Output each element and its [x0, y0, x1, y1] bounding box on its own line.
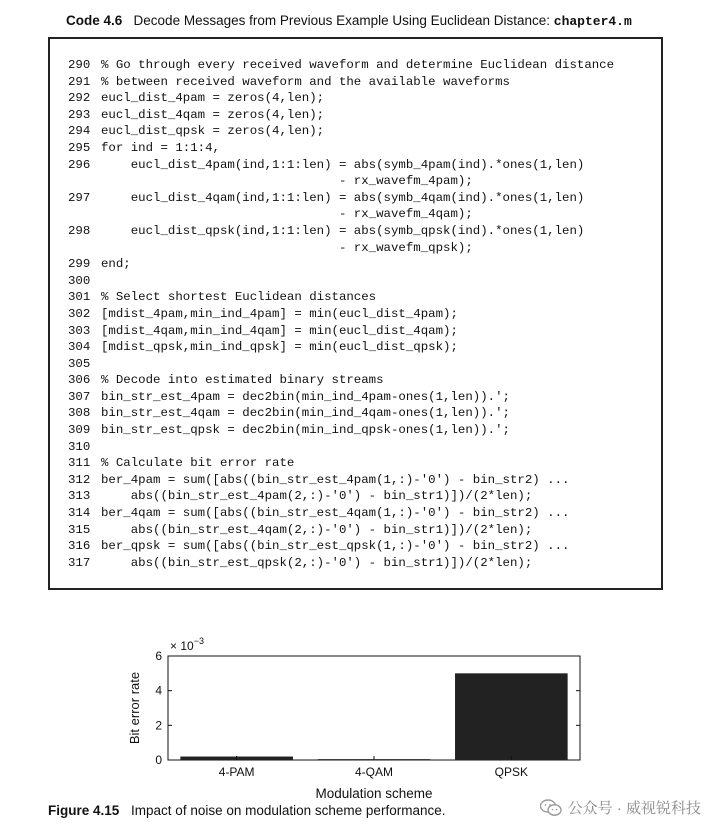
line-number: 302 [68, 306, 91, 321]
line-code: ber_qpsk = sum([abs((bin_str_est_qpsk(1,:)-'0') - bin_str2) ... [101, 539, 570, 554]
line-code: end; [101, 257, 131, 272]
line-number: 303 [68, 323, 91, 338]
line-code: ber_4qam = sum([abs((bin_str_est_4qam(1,:)-'0') - bin_str2) ... [101, 506, 570, 521]
y-tick-label: 4 [155, 683, 162, 698]
code-line [68, 190, 614, 207]
x-tick-label: 4-QAM [354, 765, 394, 779]
code-line [68, 223, 614, 240]
code-line [68, 240, 614, 257]
line-number: 291 [68, 74, 91, 89]
line-number: 299 [68, 257, 91, 272]
code-line [68, 455, 614, 472]
line-code: eucl_dist_4qam = zeros(4,len); [101, 107, 325, 122]
code-line [68, 289, 614, 306]
line-number: 306 [68, 373, 91, 388]
line-code: bin_str_est_4qam = dec2bin(min_ind_4qam-ones(1,len)).'; [101, 406, 510, 421]
code-label: Code 4.6 [66, 13, 123, 28]
line-number: 307 [68, 389, 91, 404]
code-line [68, 356, 614, 373]
line-number: 298 [68, 223, 91, 238]
wechat-icon [540, 799, 562, 817]
code-line [68, 538, 614, 555]
line-code: % Calculate bit error rate [101, 456, 295, 471]
x-tick-label: 4-PAM [218, 765, 255, 779]
y-tick-label: 6 [155, 649, 162, 663]
bar [455, 673, 568, 760]
line-number: 316 [68, 539, 91, 554]
watermark [540, 797, 701, 818]
y-tick-label: 2 [155, 718, 162, 733]
line-number: 292 [68, 91, 91, 106]
code-line [68, 389, 614, 406]
line-code: ber_4pam = sum([abs((bin_str_est_4pam(1,:)-'0') - bin_str2) ... [101, 472, 570, 487]
code-line [68, 372, 614, 389]
code-line [68, 488, 614, 505]
line-number: 315 [68, 522, 91, 537]
code-line [68, 123, 614, 140]
line-code: bin_str_est_4pam = dec2bin(min_ind_4pam-ones(1,len)).'; [101, 389, 510, 404]
line-code: % Decode into estimated binary streams [101, 373, 384, 388]
line-number: 311 [68, 456, 91, 471]
line-code: [mdist_4qam,min_ind_4qam] = min(eucl_dist_4qam); [101, 323, 458, 338]
y-axis-label: Bit error rate [127, 671, 142, 745]
figure-label: Figure 4.15 [48, 803, 120, 818]
line-code: [mdist_qpsk,min_ind_qpsk] = min(eucl_dist_qpsk); [101, 340, 458, 355]
code-line [68, 90, 614, 107]
line-number: 295 [68, 140, 91, 155]
code-line [68, 306, 614, 323]
code-line [68, 206, 614, 223]
code-line [68, 107, 614, 124]
code-filename: chapter4.m [553, 14, 632, 29]
line-code: abs((bin_str_est_qpsk(2,:)-'0') - bin_str1)])/(2*len); [101, 555, 533, 570]
line-number: 300 [68, 273, 91, 288]
x-axis-label: Modulation scheme [315, 786, 433, 801]
figure-caption-text: Impact of noise on modulation scheme performance. [131, 803, 446, 818]
line-number: 296 [68, 157, 91, 172]
line-code: abs((bin_str_est_4qam(2,:)-'0') - bin_str1)])/(2*len); [101, 522, 533, 537]
code-line [68, 173, 614, 190]
code-line [68, 140, 614, 157]
code-line [68, 555, 614, 572]
watermark-text: 公众号 · 威视锐科技 [567, 800, 701, 817]
code-line [68, 74, 614, 91]
line-number: 309 [68, 423, 91, 438]
code-line [68, 323, 614, 340]
code-lines [68, 57, 614, 571]
y-tick-label: 0 [155, 753, 162, 767]
line-code: eucl_dist_4qam(ind,1:1:len) = abs(symb_4qam(ind).*ones(1,len) [101, 190, 585, 205]
code-line [68, 505, 614, 522]
code-line [68, 57, 614, 74]
code-line [68, 157, 614, 174]
line-code: for ind = 1:1:4, [101, 140, 220, 155]
line-number: 305 [68, 356, 91, 371]
code-line [68, 256, 614, 273]
line-code: [mdist_4pam,min_ind_4pam] = min(eucl_dist_4pam); [101, 306, 458, 321]
figure-caption [48, 803, 445, 818]
code-line [68, 273, 614, 290]
line-number: 301 [68, 290, 91, 305]
multiplier-base: × 10 [170, 639, 194, 653]
line-number: 304 [68, 340, 91, 355]
line-number: 293 [68, 107, 91, 122]
code-line [68, 422, 614, 439]
line-number: 312 [68, 472, 91, 487]
line-code: eucl_dist_qpsk(ind,1:1:len) = abs(symb_qpsk(ind).*ones(1,len) [101, 223, 585, 238]
x-tick-label: QPSK [494, 765, 529, 779]
code-line [68, 439, 614, 456]
line-code: bin_str_est_qpsk = dec2bin(min_ind_qpsk-ones(1,len)).'; [101, 423, 510, 438]
code-title: Decode Messages from Previous Example Using Euclidean Distance: [133, 13, 550, 28]
bar-chart [120, 632, 590, 804]
line-code: % between received waveform and the available waveforms [101, 74, 510, 89]
code-line [68, 472, 614, 489]
line-number: 297 [68, 190, 91, 205]
line-number: 308 [68, 406, 91, 421]
line-code: - rx_wavefm_4pam); [101, 174, 473, 189]
line-number: 310 [68, 439, 91, 454]
code-listing [48, 37, 663, 590]
line-code: - rx_wavefm_4qam); [101, 207, 473, 222]
line-code: eucl_dist_qpsk = zeros(4,len); [101, 124, 325, 139]
line-code: % Go through every received waveform and determine Euclidean distance [101, 58, 615, 72]
line-code: - rx_wavefm_qpsk); [101, 240, 473, 255]
axis-multiplier [170, 636, 204, 653]
line-number: 290 [68, 58, 91, 72]
line-number: 317 [68, 555, 91, 570]
line-code: % Select shortest Euclidean distances [101, 290, 377, 305]
code-caption [66, 13, 632, 29]
line-code: eucl_dist_4pam = zeros(4,len); [101, 91, 325, 106]
multiplier-exponent: −3 [193, 636, 204, 646]
line-code: abs((bin_str_est_4pam(2,:)-'0') - bin_str1)])/(2*len); [101, 489, 533, 504]
line-number: 313 [68, 489, 91, 504]
code-line [68, 405, 614, 422]
code-line [68, 339, 614, 356]
line-number: 294 [68, 124, 91, 139]
line-number: 314 [68, 506, 91, 521]
line-code: eucl_dist_4pam(ind,1:1:len) = abs(symb_4pam(ind).*ones(1,len) [101, 157, 585, 172]
code-line [68, 522, 614, 539]
